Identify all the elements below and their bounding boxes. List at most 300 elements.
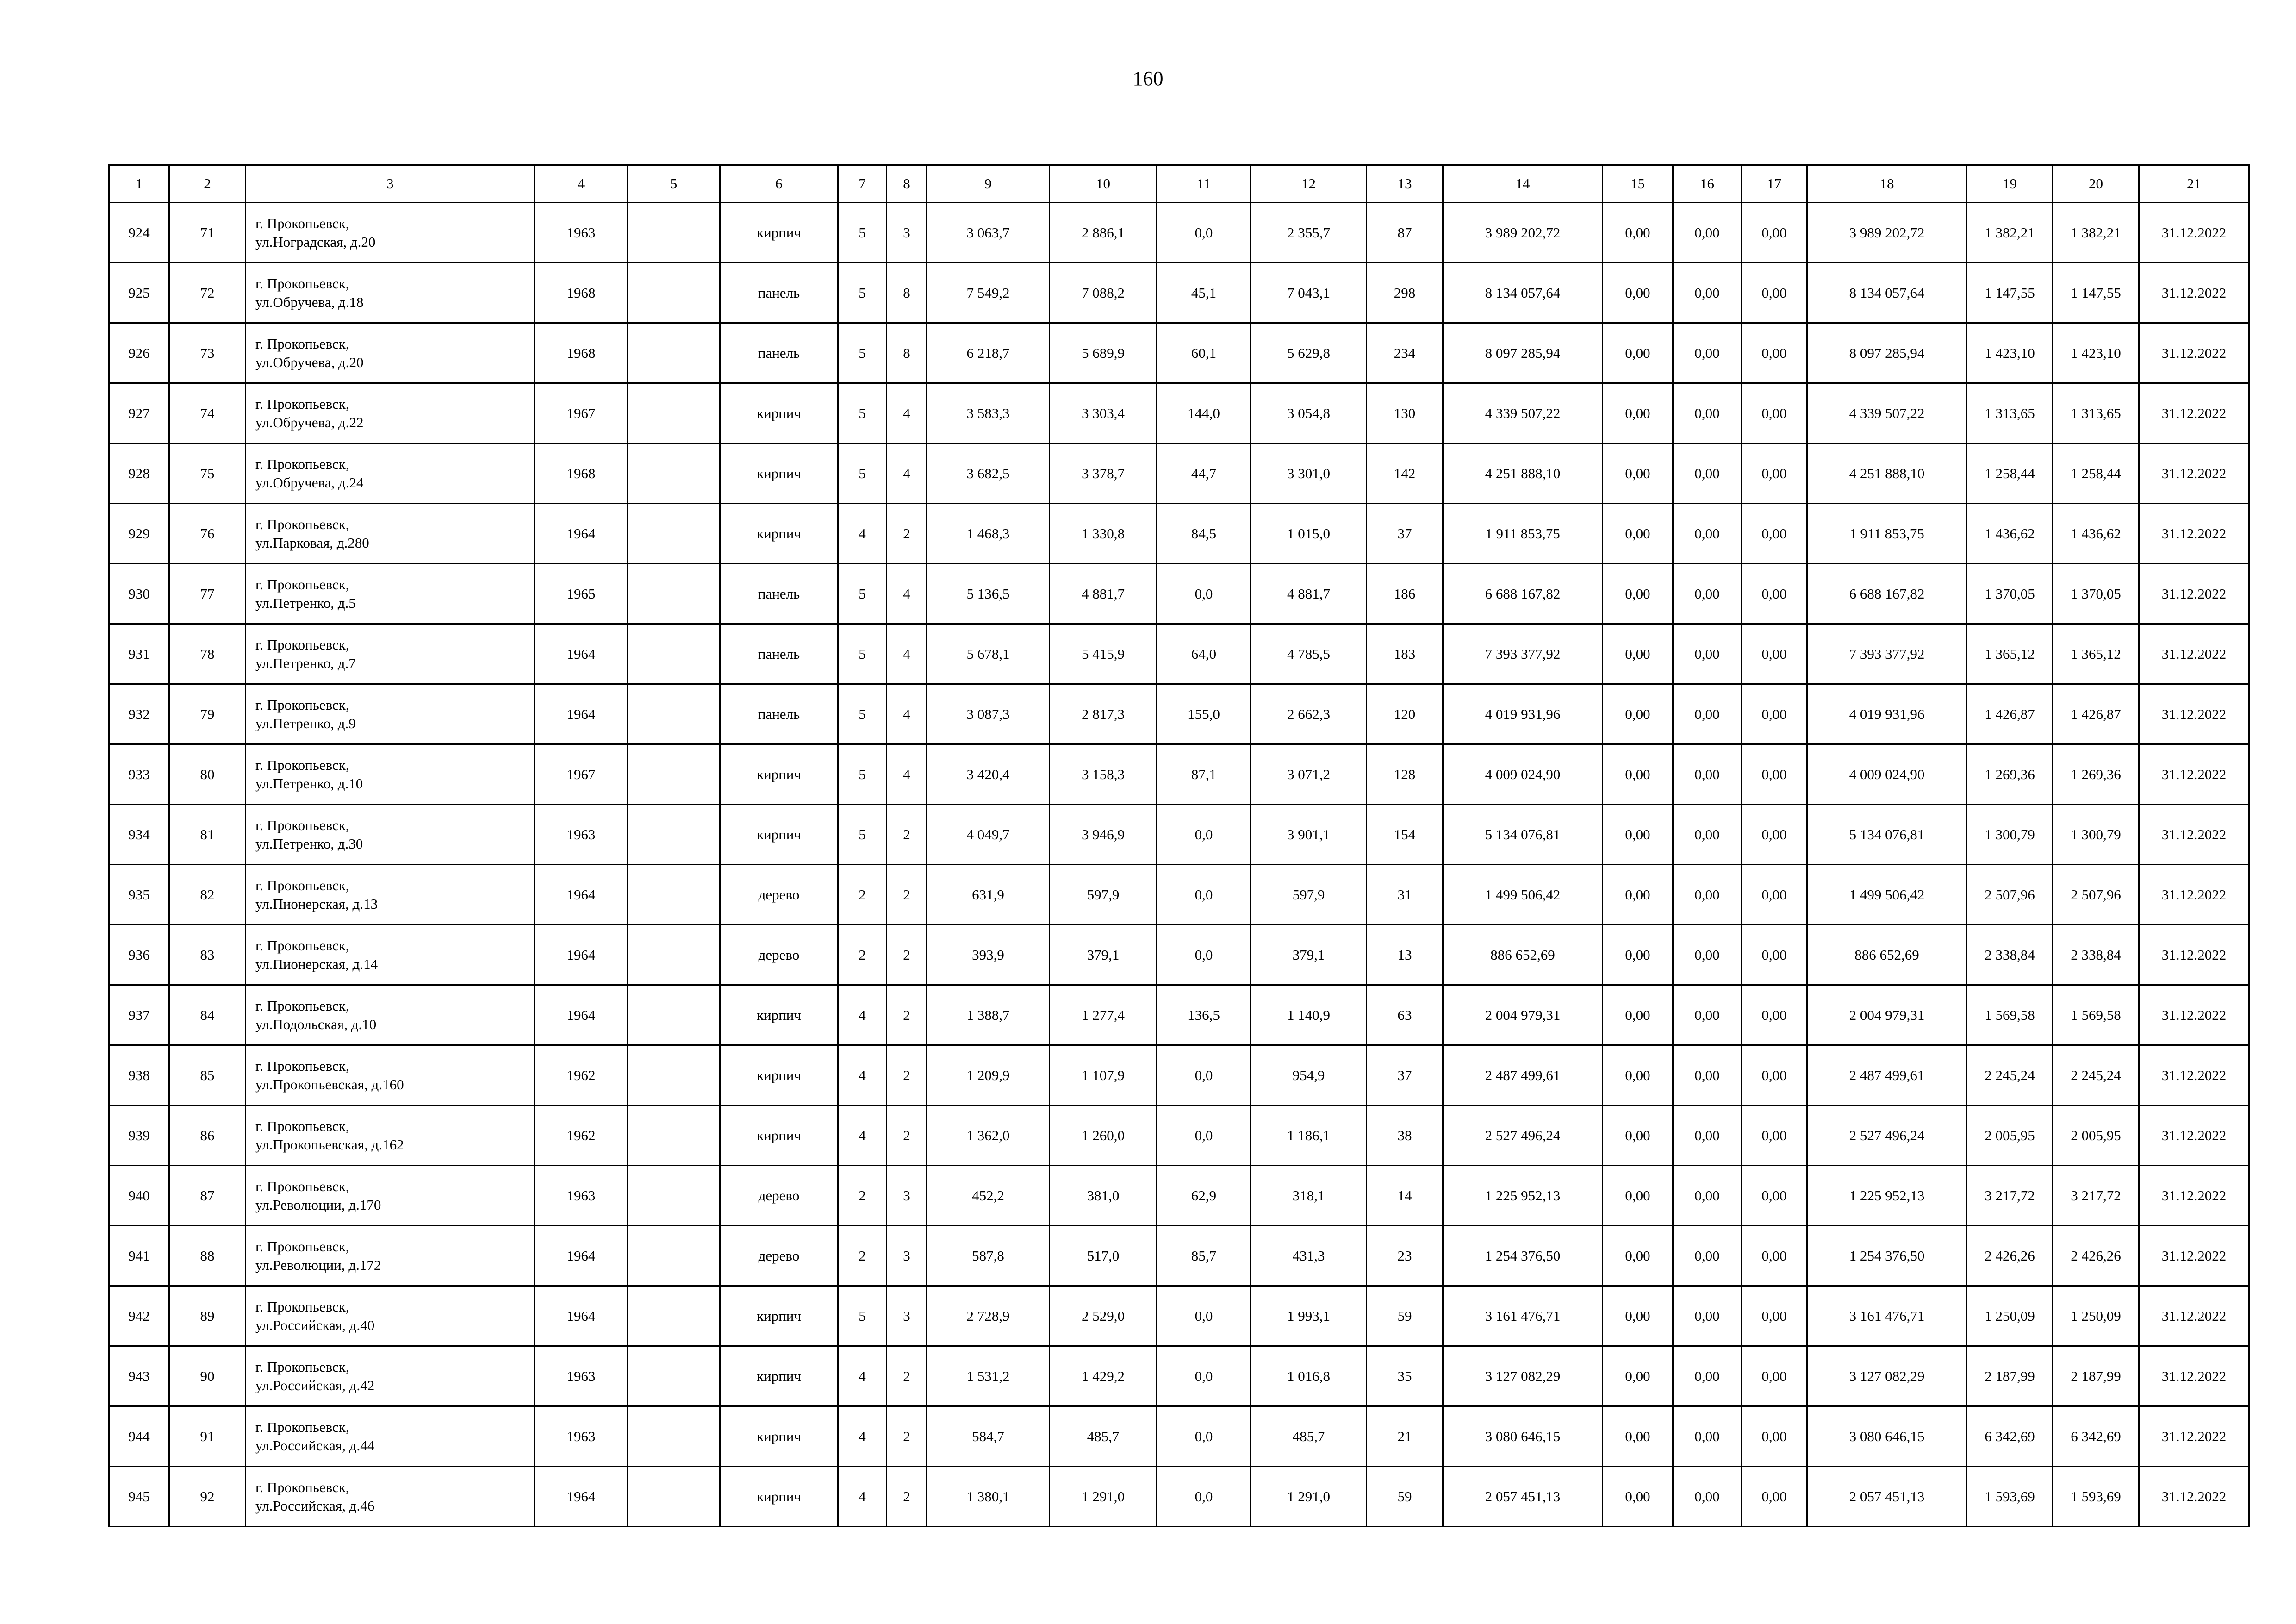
wall-material-cell: кирпич — [720, 805, 838, 865]
table-row — [109, 925, 2249, 985]
construction-year-cell: 1964 — [535, 504, 628, 564]
col-14-amount-cell: 1 254 376,50 — [1443, 1226, 1603, 1286]
col-21-date-cell: 31.12.2022 — [2139, 925, 2249, 985]
col-9-area-cell: 3 087,3 — [927, 684, 1050, 744]
col-18-amount-cell: 5 134 076,81 — [1807, 805, 1967, 865]
item-number-cell: 90 — [169, 1346, 246, 1406]
col-11-area-cell: 85,7 — [1157, 1226, 1251, 1286]
wall-material-cell: дерево — [720, 925, 838, 985]
col-11-area-cell: 155,0 — [1157, 684, 1251, 744]
address-street: ул.Революции, д.170 — [255, 1196, 381, 1213]
col-20-amount-cell: 1 382,21 — [2053, 203, 2139, 263]
wall-material-cell: кирпич — [720, 504, 838, 564]
col-21-date-cell: 31.12.2022 — [2139, 1166, 2249, 1226]
address-cell — [246, 1106, 535, 1166]
col-19-amount-cell: 1 147,55 — [1967, 263, 2053, 323]
col-17-amount-cell: 0,00 — [1742, 865, 1807, 925]
construction-year-cell: 1962 — [535, 1045, 628, 1106]
col-11-area-cell: 136,5 — [1157, 985, 1251, 1045]
col-9-area-cell: 2 728,9 — [927, 1286, 1050, 1346]
table-row — [109, 323, 2249, 383]
col-16-amount-cell: 0,00 — [1673, 383, 1742, 443]
item-number-cell: 79 — [169, 684, 246, 744]
construction-year-cell: 1964 — [535, 1467, 628, 1527]
col-9-area-cell: 1 380,1 — [927, 1467, 1050, 1527]
address-city: г. Прокопьевск, — [255, 1298, 349, 1315]
col-17-amount-cell: 0,00 — [1742, 1106, 1807, 1166]
col-16-amount-cell: 0,00 — [1673, 443, 1742, 504]
col-10-area-cell: 1 429,2 — [1050, 1346, 1157, 1406]
table-row — [109, 564, 2249, 624]
floors-cell: 5 — [838, 323, 887, 383]
col-20-amount-cell: 1 593,69 — [2053, 1467, 2139, 1527]
col-12-area-cell: 1 015,0 — [1251, 504, 1367, 564]
column-number: 4 — [535, 165, 628, 203]
address-cell — [246, 1226, 535, 1286]
floors-cell: 4 — [838, 1467, 887, 1527]
col-13-count-cell: 38 — [1367, 1106, 1443, 1166]
wall-material-cell: кирпич — [720, 1286, 838, 1346]
col-14-amount-cell: 3 127 082,29 — [1443, 1346, 1603, 1406]
col-13-count-cell: 142 — [1367, 443, 1443, 504]
col-5-value-cell — [628, 1467, 720, 1527]
col-12-area-cell: 2 355,7 — [1251, 203, 1367, 263]
col-14-amount-cell: 6 688 167,82 — [1443, 564, 1603, 624]
col-12-area-cell: 3 054,8 — [1251, 383, 1367, 443]
col-20-amount-cell: 1 436,62 — [2053, 504, 2139, 564]
col-5-value-cell — [628, 203, 720, 263]
col-11-area-cell: 0,0 — [1157, 564, 1251, 624]
col-18-amount-cell: 4 339 507,22 — [1807, 383, 1967, 443]
entrances-cell: 4 — [887, 564, 927, 624]
col-12-area-cell: 318,1 — [1251, 1166, 1367, 1226]
col-19-amount-cell: 1 436,62 — [1967, 504, 2053, 564]
col-12-area-cell: 1 993,1 — [1251, 1286, 1367, 1346]
col-10-area-cell: 1 277,4 — [1050, 985, 1157, 1045]
col-13-count-cell: 13 — [1367, 925, 1443, 985]
table-row — [109, 504, 2249, 564]
col-17-amount-cell: 0,00 — [1742, 805, 1807, 865]
col-20-amount-cell: 2 187,99 — [2053, 1346, 2139, 1406]
col-9-area-cell: 452,2 — [927, 1166, 1050, 1226]
address-street: ул.Парковая, д.280 — [255, 534, 369, 551]
address-street: ул.Петренко, д.30 — [255, 835, 363, 852]
col-16-amount-cell: 0,00 — [1673, 263, 1742, 323]
col-12-area-cell: 4 881,7 — [1251, 564, 1367, 624]
address-city: г. Прокопьевск, — [255, 395, 349, 412]
entrances-cell: 4 — [887, 684, 927, 744]
table-row — [109, 684, 2249, 744]
col-14-amount-cell: 2 057 451,13 — [1443, 1467, 1603, 1527]
col-10-area-cell: 3 158,3 — [1050, 744, 1157, 805]
col-10-area-cell: 1 330,8 — [1050, 504, 1157, 564]
column-number: 12 — [1251, 165, 1367, 203]
col-16-amount-cell: 0,00 — [1673, 744, 1742, 805]
col-19-amount-cell: 2 507,96 — [1967, 865, 2053, 925]
col-14-amount-cell: 8 134 057,64 — [1443, 263, 1603, 323]
table-row — [109, 443, 2249, 504]
address-cell — [246, 504, 535, 564]
construction-year-cell: 1967 — [535, 383, 628, 443]
col-12-area-cell: 485,7 — [1251, 1406, 1367, 1467]
address-city: г. Прокопьевск, — [255, 756, 349, 773]
col-11-area-cell: 44,7 — [1157, 443, 1251, 504]
col-5-value-cell — [628, 383, 720, 443]
address-street: ул.Российская, д.44 — [255, 1437, 375, 1454]
address-city: г. Прокопьевск, — [255, 997, 349, 1014]
col-5-value-cell — [628, 744, 720, 805]
col-21-date-cell: 31.12.2022 — [2139, 564, 2249, 624]
col-20-amount-cell: 1 370,05 — [2053, 564, 2139, 624]
col-16-amount-cell: 0,00 — [1673, 805, 1742, 865]
address-street: ул.Российская, д.40 — [255, 1317, 375, 1333]
col-15-amount-cell: 0,00 — [1603, 805, 1673, 865]
address-city: г. Прокопьевск, — [255, 1118, 349, 1134]
column-number: 9 — [927, 165, 1050, 203]
col-21-date-cell: 31.12.2022 — [2139, 744, 2249, 805]
table-row — [109, 1286, 2249, 1346]
floors-cell: 4 — [838, 985, 887, 1045]
col-11-area-cell: 62,9 — [1157, 1166, 1251, 1226]
col-15-amount-cell: 0,00 — [1603, 203, 1673, 263]
col-15-amount-cell: 0,00 — [1603, 1166, 1673, 1226]
entrances-cell: 2 — [887, 504, 927, 564]
col-9-area-cell: 3 063,7 — [927, 203, 1050, 263]
col-16-amount-cell: 0,00 — [1673, 504, 1742, 564]
col-5-value-cell — [628, 684, 720, 744]
floors-cell: 5 — [838, 564, 887, 624]
entrances-cell: 2 — [887, 805, 927, 865]
col-19-amount-cell: 1 593,69 — [1967, 1467, 2053, 1527]
col-5-value-cell — [628, 1166, 720, 1226]
col-11-area-cell: 0,0 — [1157, 1346, 1251, 1406]
col-17-amount-cell: 0,00 — [1742, 1467, 1807, 1527]
col-19-amount-cell: 1 313,65 — [1967, 383, 2053, 443]
col-19-amount-cell: 1 569,58 — [1967, 985, 2053, 1045]
address-street: ул.Обручева, д.24 — [255, 474, 364, 491]
col-17-amount-cell: 0,00 — [1742, 925, 1807, 985]
col-11-area-cell: 45,1 — [1157, 263, 1251, 323]
construction-year-cell: 1963 — [535, 1406, 628, 1467]
col-17-amount-cell: 0,00 — [1742, 1286, 1807, 1346]
construction-year-cell: 1963 — [535, 203, 628, 263]
construction-year-cell: 1964 — [535, 865, 628, 925]
col-10-area-cell: 1 291,0 — [1050, 1467, 1157, 1527]
col-18-amount-cell: 4 009 024,90 — [1807, 744, 1967, 805]
wall-material-cell: панель — [720, 624, 838, 684]
address-street: ул.Ноградская, д.20 — [255, 233, 376, 250]
floors-cell: 5 — [838, 684, 887, 744]
wall-material-cell: кирпич — [720, 1346, 838, 1406]
col-13-count-cell: 37 — [1367, 1045, 1443, 1106]
col-20-amount-cell: 1 250,09 — [2053, 1286, 2139, 1346]
col-9-area-cell: 7 549,2 — [927, 263, 1050, 323]
col-20-amount-cell: 1 365,12 — [2053, 624, 2139, 684]
address-street: ул.Прокопьевская, д.162 — [255, 1136, 404, 1153]
col-15-amount-cell: 0,00 — [1603, 564, 1673, 624]
construction-year-cell: 1968 — [535, 443, 628, 504]
wall-material-cell: кирпич — [720, 744, 838, 805]
col-19-amount-cell: 2 187,99 — [1967, 1346, 2053, 1406]
col-15-amount-cell: 0,00 — [1603, 383, 1673, 443]
wall-material-cell: кирпич — [720, 985, 838, 1045]
col-16-amount-cell: 0,00 — [1673, 323, 1742, 383]
col-20-amount-cell: 2 005,95 — [2053, 1106, 2139, 1166]
col-14-amount-cell: 4 019 931,96 — [1443, 684, 1603, 744]
col-14-amount-cell: 1 499 506,42 — [1443, 865, 1603, 925]
col-5-value-cell — [628, 443, 720, 504]
table-body — [109, 203, 2249, 1527]
construction-year-cell: 1964 — [535, 684, 628, 744]
col-10-area-cell: 485,7 — [1050, 1406, 1157, 1467]
address-cell — [246, 1045, 535, 1106]
col-12-area-cell: 379,1 — [1251, 925, 1367, 985]
col-11-area-cell: 0,0 — [1157, 1045, 1251, 1106]
row-number-cell: 938 — [109, 1045, 169, 1106]
floors-cell: 5 — [838, 744, 887, 805]
col-12-area-cell: 2 662,3 — [1251, 684, 1367, 744]
col-14-amount-cell: 1 911 853,75 — [1443, 504, 1603, 564]
column-number: 19 — [1967, 165, 2053, 203]
entrances-cell: 2 — [887, 1045, 927, 1106]
col-18-amount-cell: 2 487 499,61 — [1807, 1045, 1967, 1106]
col-21-date-cell: 31.12.2022 — [2139, 383, 2249, 443]
col-19-amount-cell: 1 250,09 — [1967, 1286, 2053, 1346]
col-15-amount-cell: 0,00 — [1603, 323, 1673, 383]
floors-cell: 5 — [838, 263, 887, 323]
col-12-area-cell: 4 785,5 — [1251, 624, 1367, 684]
col-21-date-cell: 31.12.2022 — [2139, 1406, 2249, 1467]
col-11-area-cell: 0,0 — [1157, 805, 1251, 865]
address-street: ул.Российская, д.46 — [255, 1497, 375, 1514]
col-19-amount-cell: 1 269,36 — [1967, 744, 2053, 805]
col-14-amount-cell: 4 251 888,10 — [1443, 443, 1603, 504]
row-number-cell: 939 — [109, 1106, 169, 1166]
entrances-cell: 4 — [887, 383, 927, 443]
col-19-amount-cell: 2 426,26 — [1967, 1226, 2053, 1286]
row-number-cell: 944 — [109, 1406, 169, 1467]
col-13-count-cell: 21 — [1367, 1406, 1443, 1467]
col-20-amount-cell: 1 569,58 — [2053, 985, 2139, 1045]
address-street: ул.Петренко, д.9 — [255, 715, 356, 731]
col-15-amount-cell: 0,00 — [1603, 744, 1673, 805]
row-number-cell: 941 — [109, 1226, 169, 1286]
col-9-area-cell: 1 209,9 — [927, 1045, 1050, 1106]
wall-material-cell: кирпич — [720, 1106, 838, 1166]
col-18-amount-cell: 1 499 506,42 — [1807, 865, 1967, 925]
col-13-count-cell: 154 — [1367, 805, 1443, 865]
col-10-area-cell: 5 415,9 — [1050, 624, 1157, 684]
col-21-date-cell: 31.12.2022 — [2139, 1286, 2249, 1346]
entrances-cell: 8 — [887, 323, 927, 383]
col-12-area-cell: 3 301,0 — [1251, 443, 1367, 504]
col-21-date-cell: 31.12.2022 — [2139, 1226, 2249, 1286]
item-number-cell: 76 — [169, 504, 246, 564]
col-15-amount-cell: 0,00 — [1603, 985, 1673, 1045]
construction-year-cell: 1967 — [535, 744, 628, 805]
entrances-cell: 2 — [887, 985, 927, 1045]
construction-year-cell: 1968 — [535, 323, 628, 383]
col-10-area-cell: 379,1 — [1050, 925, 1157, 985]
col-20-amount-cell: 1 423,10 — [2053, 323, 2139, 383]
col-20-amount-cell: 1 426,87 — [2053, 684, 2139, 744]
row-number-cell: 936 — [109, 925, 169, 985]
col-11-area-cell: 87,1 — [1157, 744, 1251, 805]
col-13-count-cell: 59 — [1367, 1467, 1443, 1527]
col-14-amount-cell: 5 134 076,81 — [1443, 805, 1603, 865]
entrances-cell: 2 — [887, 925, 927, 985]
col-11-area-cell: 0,0 — [1157, 925, 1251, 985]
col-18-amount-cell: 2 527 496,24 — [1807, 1106, 1967, 1166]
address-cell — [246, 263, 535, 323]
col-13-count-cell: 63 — [1367, 985, 1443, 1045]
row-number-cell: 929 — [109, 504, 169, 564]
col-15-amount-cell: 0,00 — [1603, 865, 1673, 925]
col-20-amount-cell: 3 217,72 — [2053, 1166, 2139, 1226]
item-number-cell: 71 — [169, 203, 246, 263]
entrances-cell: 2 — [887, 865, 927, 925]
construction-year-cell: 1963 — [535, 805, 628, 865]
wall-material-cell: кирпич — [720, 1406, 838, 1467]
wall-material-cell: панель — [720, 323, 838, 383]
col-20-amount-cell: 1 258,44 — [2053, 443, 2139, 504]
col-17-amount-cell: 0,00 — [1742, 1406, 1807, 1467]
col-9-area-cell: 587,8 — [927, 1226, 1050, 1286]
col-9-area-cell: 5 678,1 — [927, 624, 1050, 684]
entrances-cell: 3 — [887, 1226, 927, 1286]
col-10-area-cell: 3 378,7 — [1050, 443, 1157, 504]
col-10-area-cell: 2 817,3 — [1050, 684, 1157, 744]
col-5-value-cell — [628, 805, 720, 865]
address-city: г. Прокопьевск, — [255, 636, 349, 653]
col-20-amount-cell: 2 338,84 — [2053, 925, 2139, 985]
floors-cell: 4 — [838, 1406, 887, 1467]
address-cell — [246, 203, 535, 263]
col-5-value-cell — [628, 1346, 720, 1406]
col-12-area-cell: 597,9 — [1251, 865, 1367, 925]
col-16-amount-cell: 0,00 — [1673, 1406, 1742, 1467]
entrances-cell: 4 — [887, 443, 927, 504]
col-17-amount-cell: 0,00 — [1742, 203, 1807, 263]
address-city: г. Прокопьевск, — [255, 877, 349, 893]
wall-material-cell: панель — [720, 564, 838, 624]
col-17-amount-cell: 0,00 — [1742, 1346, 1807, 1406]
col-5-value-cell — [628, 1286, 720, 1346]
item-number-cell: 88 — [169, 1226, 246, 1286]
floors-cell: 2 — [838, 1226, 887, 1286]
col-14-amount-cell: 2 527 496,24 — [1443, 1106, 1603, 1166]
col-20-amount-cell: 2 507,96 — [2053, 865, 2139, 925]
col-17-amount-cell: 0,00 — [1742, 504, 1807, 564]
floors-cell: 5 — [838, 203, 887, 263]
col-15-amount-cell: 0,00 — [1603, 1226, 1673, 1286]
wall-material-cell: кирпич — [720, 1045, 838, 1106]
construction-year-cell: 1964 — [535, 1226, 628, 1286]
table-row — [109, 1467, 2249, 1527]
column-number: 18 — [1807, 165, 1967, 203]
col-11-area-cell: 84,5 — [1157, 504, 1251, 564]
col-15-amount-cell: 0,00 — [1603, 1467, 1673, 1527]
col-11-area-cell: 0,0 — [1157, 1406, 1251, 1467]
col-13-count-cell: 183 — [1367, 624, 1443, 684]
col-13-count-cell: 37 — [1367, 504, 1443, 564]
floors-cell: 4 — [838, 1346, 887, 1406]
col-15-amount-cell: 0,00 — [1603, 263, 1673, 323]
table-row — [109, 1045, 2249, 1106]
address-street: ул.Прокопьевская, д.160 — [255, 1076, 404, 1093]
col-20-amount-cell: 6 342,69 — [2053, 1406, 2139, 1467]
col-10-area-cell: 597,9 — [1050, 865, 1157, 925]
col-17-amount-cell: 0,00 — [1742, 744, 1807, 805]
wall-material-cell: кирпич — [720, 203, 838, 263]
address-city: г. Прокопьевск, — [255, 1479, 349, 1495]
col-21-date-cell: 31.12.2022 — [2139, 985, 2249, 1045]
page-number: 160 — [1132, 67, 1164, 90]
col-21-date-cell: 31.12.2022 — [2139, 1106, 2249, 1166]
col-13-count-cell: 130 — [1367, 383, 1443, 443]
item-number-cell: 85 — [169, 1045, 246, 1106]
table-row — [109, 1406, 2249, 1467]
col-19-amount-cell: 2 005,95 — [1967, 1106, 2053, 1166]
col-15-amount-cell: 0,00 — [1603, 1286, 1673, 1346]
col-10-area-cell: 2 529,0 — [1050, 1286, 1157, 1346]
col-18-amount-cell: 1 911 853,75 — [1807, 504, 1967, 564]
address-city: г. Прокопьевск, — [255, 817, 349, 833]
col-19-amount-cell: 1 365,12 — [1967, 624, 2053, 684]
col-18-amount-cell: 1 254 376,50 — [1807, 1226, 1967, 1286]
column-number: 2 — [169, 165, 246, 203]
col-17-amount-cell: 0,00 — [1742, 263, 1807, 323]
col-19-amount-cell: 1 258,44 — [1967, 443, 2053, 504]
address-cell — [246, 443, 535, 504]
col-5-value-cell — [628, 564, 720, 624]
col-20-amount-cell: 2 426,26 — [2053, 1226, 2139, 1286]
address-cell — [246, 865, 535, 925]
col-13-count-cell: 234 — [1367, 323, 1443, 383]
col-5-value-cell — [628, 323, 720, 383]
row-number-cell: 943 — [109, 1346, 169, 1406]
row-number-cell: 945 — [109, 1467, 169, 1527]
col-16-amount-cell: 0,00 — [1673, 684, 1742, 744]
col-14-amount-cell: 2 004 979,31 — [1443, 985, 1603, 1045]
row-number-cell: 926 — [109, 323, 169, 383]
col-19-amount-cell: 1 382,21 — [1967, 203, 2053, 263]
col-12-area-cell: 1 140,9 — [1251, 985, 1367, 1045]
item-number-cell: 91 — [169, 1406, 246, 1467]
col-10-area-cell: 4 881,7 — [1050, 564, 1157, 624]
item-number-cell: 72 — [169, 263, 246, 323]
col-21-date-cell: 31.12.2022 — [2139, 1045, 2249, 1106]
floors-cell: 5 — [838, 624, 887, 684]
col-12-area-cell: 7 043,1 — [1251, 263, 1367, 323]
col-18-amount-cell: 7 393 377,92 — [1807, 624, 1967, 684]
col-14-amount-cell: 1 225 952,13 — [1443, 1166, 1603, 1226]
col-14-amount-cell: 8 097 285,94 — [1443, 323, 1603, 383]
construction-year-cell: 1962 — [535, 1106, 628, 1166]
address-street: ул.Революции, д.172 — [255, 1256, 381, 1273]
col-10-area-cell: 2 886,1 — [1050, 203, 1157, 263]
item-number-cell: 80 — [169, 744, 246, 805]
col-21-date-cell: 31.12.2022 — [2139, 263, 2249, 323]
entrances-cell: 2 — [887, 1106, 927, 1166]
col-13-count-cell: 59 — [1367, 1286, 1443, 1346]
col-18-amount-cell: 3 989 202,72 — [1807, 203, 1967, 263]
col-16-amount-cell: 0,00 — [1673, 1166, 1742, 1226]
col-5-value-cell — [628, 865, 720, 925]
col-21-date-cell: 31.12.2022 — [2139, 443, 2249, 504]
address-street: ул.Российская, д.42 — [255, 1377, 375, 1393]
col-16-amount-cell: 0,00 — [1673, 985, 1742, 1045]
